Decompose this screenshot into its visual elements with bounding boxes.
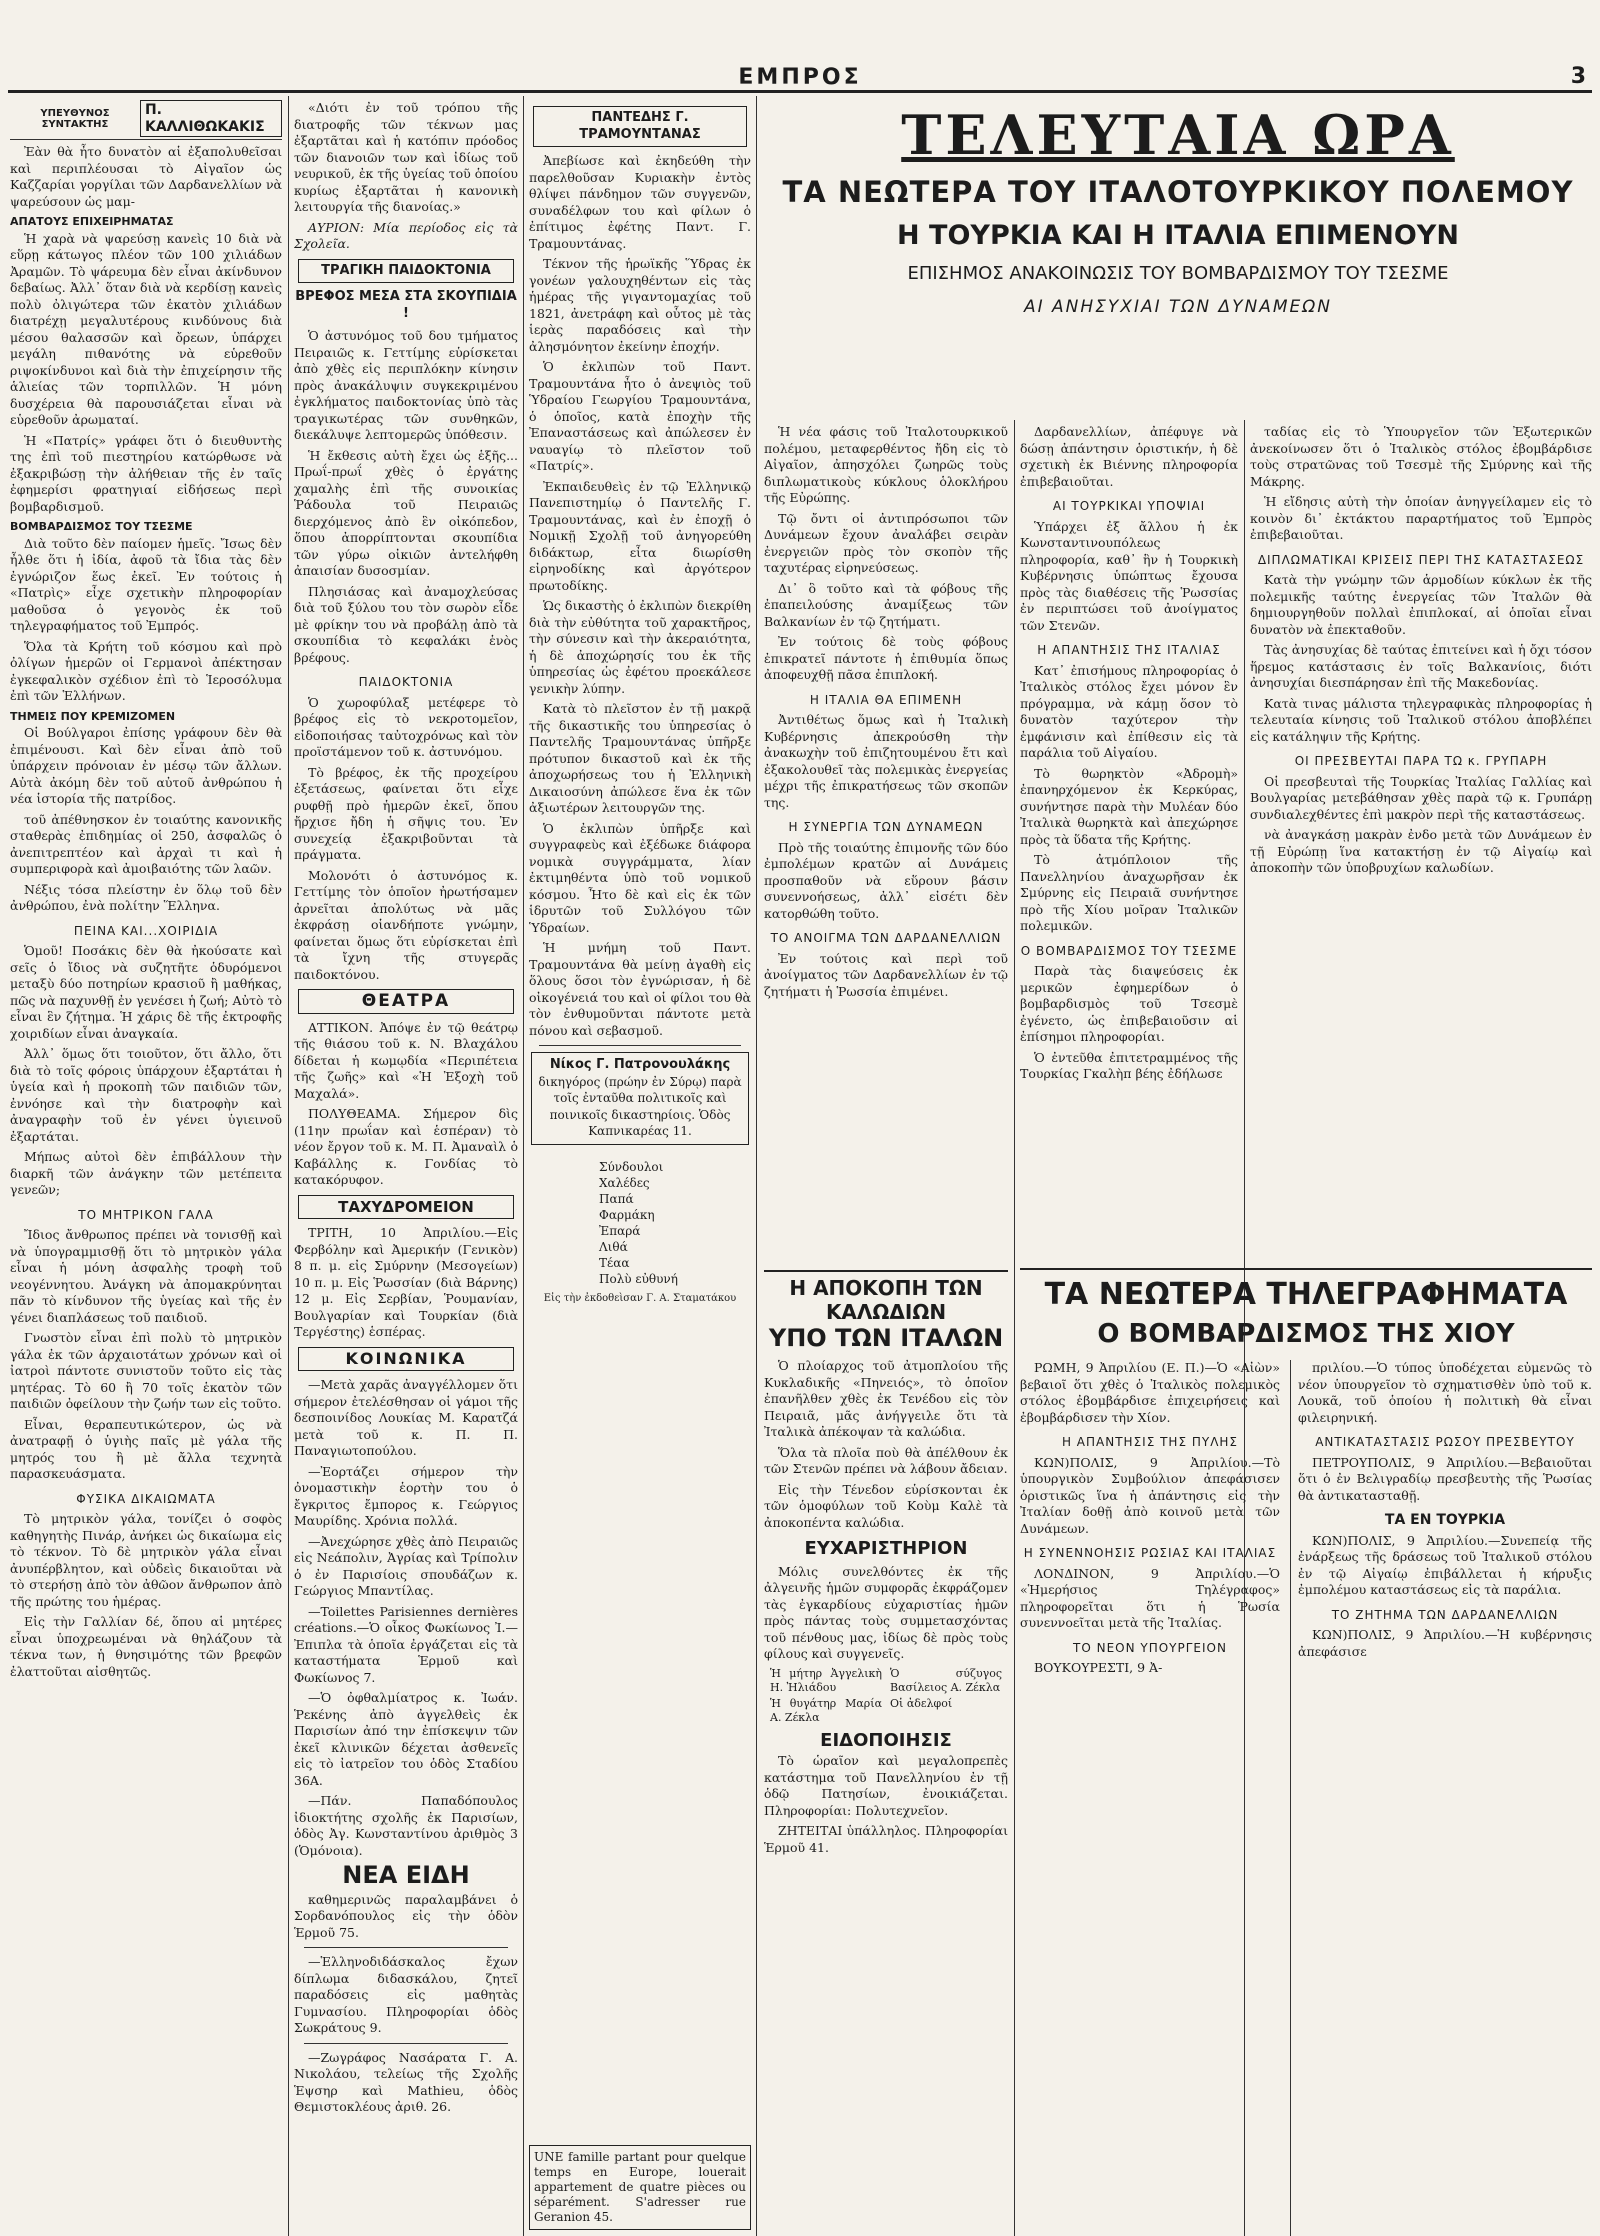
section-heading: ΤΟ ΜΗΤΡΙΚΟΝ ΓΑΛΑ xyxy=(78,1207,214,1222)
masthead xyxy=(8,64,1592,93)
section-heading: ΠΕΙΝΑ ΚΑΙ...ΧΟΙΡΙΔΙΑ xyxy=(73,923,219,938)
telegrams-left xyxy=(1020,1360,1280,2236)
paragraph: καθημερινῶς παραλαμβάνει ὁ Σορδανόπουλος εἰς τὴν ὁδὸν Ἑρμοῦ 75. xyxy=(294,1891,518,1940)
signature: Ὁ σύζυγος Βασίλειος Α. Ζέκλα xyxy=(890,1666,1002,1694)
section-heading: ΦΥΣΙΚΑ ΔΙΚΑΙΩΜΑΤΑ xyxy=(76,1491,216,1506)
paragraph: νὰ ἀναγκάσῃ μακρὰν ἐνδο μετὰ τῶν Δυνάμεων ἐν τῇ Εὐρώπῃ ἵνα κατακτήσῃ ἐν τῷ Αἰγαίῳ καὶ ἀποκοπὴν τῶν ὑποβρυχίων καλωδίων. xyxy=(1250,827,1592,875)
paragraph: Δι᾽ ὃ τοῦτο καὶ τὰ φόβους τῆς ἐπαπειλούσης ἀναμίξεως τῶν Βαλκανίων ἐν τῷ ζητήματι. xyxy=(764,580,1008,629)
paragraph: ΑΥΡΙΟΝ: Μία περίοδος εἰς τὰ Σχολεῖα. xyxy=(294,219,518,251)
article-subheadline: ΒΡΕΦΟΣ ΜΕΣΑ ΣΤΑ ΣΚΟΥΠΙΔΙΑ ! xyxy=(295,289,517,321)
column-rule xyxy=(1290,1360,1291,2236)
paragraph: Ὡς δικαστὴς ὁ ἐκλιπὼν διεκρίθη διὰ τὴν εὐθύτητα τοῦ χαρακτῆρος, τὴν σύνεσιν καὶ τὴν ἀκεραιότητα, ἡ δὲ ἀποχώρησίς του ἐκ τῆς ὑπηρεσίας ὡς ἐφέτου προεκάλεσε γενικὴν λύπην. xyxy=(529,598,751,696)
column-4-lower xyxy=(764,1270,1008,2236)
paragraph: Ἀντιθέτως ὅμως καὶ ἡ Ἰταλικὴ Κυβέρνησις ἀπεκρούσθη τὴν ἀνακωχὴν τοῦ ἐπιζητουμένου ἔτι καὶ ἐξακολουθεῖ τὰς πολεμικὰς ἐνεργείας μέχρι τῆς ἐπικρατήσεως τῶν σκοπῶν της. xyxy=(764,712,1008,810)
section-heading: ΟΙ ΠΡΕΣΒΕΥΤΑΙ ΠΑΡΑ ΤΩ κ. ΓΡΥΠΑΡΗ xyxy=(1294,754,1548,768)
section-heading: ΔΙΠΛΩΜΑΤΙΚΑΙ ΚΡΙΣΕΙΣ ΠΕΡΙ ΤΗΣ ΚΑΤΑΣΤΑΣΕΩΣ xyxy=(1257,552,1585,567)
column-rule xyxy=(1014,420,1015,2236)
telegrams-banner xyxy=(1020,1268,1592,1352)
paragraph: ταδίας εἰς τὸ Ὑπουργεῖον τῶν Ἐξωτερικῶν ἀνεκοίνωσεν ὅτι ὁ Ἰταλικὸς στόλος ἐβομβάρδισε τοὺς στρατῶνας τοῦ Τσεσμὲ τῆς Σμύρνης καὶ τῆς Μάκρης. xyxy=(1250,424,1592,489)
paragraph: Τὸ ὡραῖον καὶ μεγαλοπρεπὲς κατάστημα τοῦ Πανελληνίου ἐν τῇ ὁδῷ Πατησίων, ἐνοικιάζεται. Πληροφορίαι: Πολυτεχνεῖον. xyxy=(764,1753,1008,1818)
french-notice: UNE famille partant pour quelque temps en Europe, louerait appartement de quatre pièces ou séparément. S'adresser rue Geranion 45. xyxy=(529,2145,751,2230)
section-headline: ΤΑΧΥΔΡΟΜΕΙΟΝ xyxy=(298,1195,514,1220)
paragraph: Ἡ ἔκθεσις αὐτὴ ἔχει ὡς ἑξῆς... Πρωΐ-πρωΐ χθὲς ὁ ἐργάτης χαμαλὴς ἐπὶ τῆς συνοικίας Ῥάδουλα τοῦ Πειραιῶς διερχόμενος ἀπὸ ἓν οἰκόπεδον, ὅπου ἀπορρίπτονται σκουπίδια τῶν γύρω οἰκιῶν ἀντελήφθη ἀπαισίαν δυσοσμίαν. xyxy=(294,447,518,578)
paragraph: Κατ᾽ ἐπισήμους πληροφορίας ὁ Ἰταλικὸς στόλος ἔχει μόνον ἓν πρόγραμμα, νὰ κάμῃ ὅσον τὸ δυνατὸν ταχύτερον τὴν ἐμφάνισιν καὶ ἐπίθεσιν εἰς τὰ παράλια τοῦ Αἰγαίου. xyxy=(1020,662,1238,760)
telegrams-headline: ΤΑ ΝΕΩΤΕΡΑ ΤΗΛΕΓΡΑΦΗΜΑΤΑ xyxy=(1044,1277,1568,1312)
paragraph: Τὸ μητρικὸν γάλα, τονίζει ὁ σοφὸς καθηγητὴς Πινάρ, ἀνήκει ὡς δικαίωμα εἰς τὸ τέκνον. Τὸ δὲ μητρικὸν γάλα εἶναι ἀνυπέρβλητον, καὶ οὐδεὶς δικαιοῦται νὰ τὸ στερήσῃ ἀπὸ τὸν ἀθῶον ἄνθρωπον ἀπὸ τῆς πρώτης του ἡμέρας. xyxy=(10,1511,282,1609)
lawyer-ad xyxy=(531,1052,749,1145)
column-6 xyxy=(1250,424,1592,1264)
paragraph: —Μετὰ χαρᾶς ἀναγγέλλομεν ὅτι σήμερον ἐτελέσθησαν οἱ γάμοι τῆς δεσποινίδος Λουκίας Μ. Καρατζά μετὰ τοῦ κ. Π. Π. Παναγιωτοπούλου. xyxy=(294,1377,518,1458)
paragraph: Ἡ νέα φάσις τοῦ Ἰταλοτουρκικοῦ πολέμου, μεταφερθέντος ἤδη εἰς τὸ Αἰγαῖον, ἀπησχόλει ζωηρῶς τοὺς διπλωματικοὺς κύκλους ὁλοκλήρου τῆς Εὐρώπης. xyxy=(764,424,1008,505)
paragraph: Μήπως αὐτοὶ δὲν ἐπιβάλλουν τὴν διαρκῆ τῶν ἀνάγκην τῶν μετέπειτα γενεῶν; xyxy=(10,1149,282,1197)
divider xyxy=(304,1947,508,1948)
paragraph: Ὁ χωροφύλαξ μετέφερε τὸ βρέφος εἰς τὸ νεκροτομεῖον, εἰδοποιήσας ταὐτοχρόνως καὶ τὸν προϊστάμενον τοῦ κ. ἀστυνόμου. xyxy=(294,694,518,759)
side-heading: ΑΠΑΤΟΥΣ ΕΠΙΧΕΙΡΗΜΑΤΑΣ xyxy=(10,215,174,228)
paragraph: Κατὰ τὸ πλεῖστον ἐν τῇ μακρᾷ τῆς δικαστικῆς του ὑπηρεσίας ὁ Παντελῆς Τραμουντάνας ὑπῆρξε πρότυπον δικαστοῦ καὶ ἐκ τῆς ἀποχωρήσεως του ἡ Ἑλληνικὴ Δικαιοσύνη ἀπώλεσε ἕνα ἐκ τῶν ἀξιωτέρων λειτουργῶν της. xyxy=(529,701,751,815)
classified-ad: —Ζωγράφος Νασάρατα Γ. Α. Νικολάου, τελείως τῆς Σχολῆς Ἑψσηρ καὶ Mathieu, ὁδὸς Θεμιστοκλέους ἀριθ. 26. xyxy=(294,2049,518,2114)
paragraph: —Ὁ ὀφθαλμίατρος κ. Ἰωάν. Ῥεκένης ἀπὸ ἀγγελθεὶς ἐκ Παρισίων ἀπό την ἐπίσκεψιν τῶν ἐκεῖ κλινικῶν δέχεται ἀσθενεῖς εἰς τὸ ἰατρεῖον του ὁδὸς Σταδίου 36Α. xyxy=(294,1690,518,1788)
paragraph: τοῦ ἀπέθνησκον ἐν τοιαύτης κανονικῆς σταθερὰς ἐπιδημίας οἱ 250, ἀσφαλῶς ὁ ἀνεπιτρεπτέον καὶ ἀρχαὶ τι καὶ ἡ συμπεριφορὰ καὶ ἀμοιβαιότης τῶν λαῶν. xyxy=(10,811,282,876)
signatures xyxy=(770,1667,1002,1725)
paragraph: ΛΟΝΔΙΝΟΝ, 9 Ἀπριλίου.—Ὁ «Ἡμερήσιος Τηλέγραφος» πληροφορεῖται ὅτι ἡ Ῥωσία συνεννοεῖται μετὰ τῆς Ἰταλίας. xyxy=(1020,1565,1280,1630)
section-headline: ΕΙΔΟΠΟΙΗΣΙΣ xyxy=(820,1729,952,1751)
paragraph: Ὁ ἐκλιπὼν τοῦ Παντ. Τραμουντάνα ἦτο ὁ ἀνεψιὸς τοῦ Ὑδραίου Γεωργίου Τραμουντάνα, ὁ ὁποῖος, κατὰ ἐποχὴν τῆς Ἐπαναστάσεως καὶ ἀπώλεσεν ἐν ναυαγίῳ τὸ πλεῖστον τοῦ «Πατρίς». xyxy=(529,359,751,473)
paragraph: —Πάν. Παπαδόπουλος ἰδιοκτήτης σχολῆς ἐκ Παρισίων, ὁδὸς Ἀγ. Κωνσταντίνου ἀριθμὸς 3 (Ὁμόνοια). xyxy=(294,1793,518,1858)
editor-name: Π. ΚΑΛΛΙΘΩΚΑΚΙΣ xyxy=(140,100,282,137)
paragraph: Μολονότι ὁ ἀστυνόμος κ. Γεττίμης τὸν ὁποῖον ἠρωτήσαμεν ἀρνεῖται ἀπολύτως νὰ μᾶς ἐκφράσῃ οἱανδήποτε γνώμην, φαίνεται ὅμως ὅτι εὑρίσκεται ἐπὶ τὰ ἴχνη τῆς στυγερᾶς παιδοκτόνου. xyxy=(294,867,518,982)
column-3 xyxy=(529,100,751,2236)
paragraph: Ἡ εἴδησις αὐτὴ τὴν ὁποίαν ἀνηγγείλαμεν εἰς τὸ κοινὸν δι᾽ ἐκτάκτου παραρτήματος τοῦ Ἐμπρὸς ἐπιβεβαιοῦται. xyxy=(1250,494,1592,542)
signature: Ἡ θυγάτηρ Μαρία Α. Ζέκλα xyxy=(770,1696,882,1724)
paragraph: Ὁ ἀστυνόμος τοῦ δου τμήματος Πειραιῶς κ. Γεττίμης εὑρίσκεται ἀπὸ χθὲς εἰς περιπλόκην κίνησιν πρὸς ἀνακάλυψιν συγκεκριμένου ἐγκλήματος παιδοκτονίας ὑπὸ τὰς τραγικωτέρας τῶν συνθηκῶν, διεκάλυψε λεπτομερῶς ὑπόθεσιν. xyxy=(294,328,518,442)
paragraph: ΡΩΜΗ, 9 Ἀπριλίου (Ε. Π.)—Ὁ «Αἰὼν» βεβαιοῖ ὅτι χθὲς ὁ Ἰταλικὸς πολεμικὸς στόλος ἐβομβάρδισε ἐπιχειρήσεις καὶ ἐβομβάρδισεν τὴν Χίον. xyxy=(1020,1360,1280,1425)
banner-official: ΕΠΙΣΗΜΟΣ ΑΝΑΚΟΙΝΩΣΙΣ ΤΟΥ ΒΟΜΒΑΡΔΙΣΜΟΥ ΤΟΥ ΤΣΕΣΜΕ xyxy=(907,263,1449,284)
paragraph: Ἴδιος ἄνθρωπος πρέπει νὰ τονισθῇ καὶ νὰ ὑπογραμμισθῇ ὅτι τὸ μητρικὸν γάλα εἶναι ἡ μόνη ἀσφαλὴς τροφὴ τοῦ νεογέννητου. Ἀνάγκη νὰ ἀπομακρύνηται πᾶν τὸ κίνδυνον τῆς ὑγείας καὶ τῆς ἐν γένει διαπλάσεως τοῦ παιδιοῦ. xyxy=(10,1227,282,1325)
mourner: Τέαα xyxy=(599,1255,630,1270)
banner-concerns: ΑΙ ΑΝΗΣΥΧΙΑΙ ΤΩΝ ΔΥΝΑΜΕΩΝ xyxy=(1024,297,1332,317)
section-heading: Η ΣΥΝΕΡΓΙΑ ΤΩΝ ΔΥΝΑΜΕΩΝ xyxy=(788,820,984,834)
article-subheadline: ΥΠΟ ΤΩΝ ΙΤΑΛΩΝ xyxy=(768,1324,1004,1352)
paragraph: ΚΩΝ)ΠΟΛΙΣ, 9 Ἀπριλίου.—Συνεπείᾳ τῆς ἐνάρξεως τῆς δράσεως τοῦ Ἰταλικοῦ στόλου ἐν τῷ Αἰγαίῳ ἐπιβάλλεται ἡ κήρυξις ἐμπολέμου καταστάσεως εἰς τὰ παράλια. xyxy=(1298,1532,1592,1597)
paragraph: Κατὰ τὴν γνώμην τῶν ἁρμοδίων κύκλων ἐκ τῆς πολεμικῆς ταύτης ἐνεργείας τῶν Ἰταλῶν θὰ δημιουργηθοῦν πολλαὶ ἐπιπλοκαί, αἱ ὁποῖαι εἶναι δυνατὸν νὰ ἐπεκταθοῦν. xyxy=(1250,572,1592,637)
banner-title: ΤΕΛΕΥΤΑΙΑ ΩΡΑ xyxy=(901,103,1455,167)
paragraph: Ἐν τούτοις δὲ τοὺς φόβους ἐπικρατεῖ πάντοτε ἡ ἐπιθυμία ὅπως ἀποφευχθῇ πᾶσα ἐπιπλοκή. xyxy=(764,634,1008,682)
column-2 xyxy=(294,100,518,2236)
last-hour-banner xyxy=(764,104,1592,320)
mourner: Παπά xyxy=(599,1191,634,1206)
paragraph: Ἐν τούτοις καὶ περὶ τοῦ ἀνοίγματος τῶν Δαρδανελλίων ἐν τῷ ζητήματι ἡ Ῥωσσία ἐπιμένει. xyxy=(764,950,1008,999)
article-headline: ΤΡΑΓΙΚΗ ΠΑΙΔΟΚΤΟΝΙΑ xyxy=(298,259,514,284)
section-headline: ΚΟΙΝΩΝΙΚΑ xyxy=(298,1347,514,1372)
section-heading: Ο ΒΟΜΒΑΡΔΙΣΜΟΣ ΤΟΥ ΤΣΕΣΜΕ xyxy=(1020,943,1238,958)
paragraph: Ἐὰν θὰ ἦτο δυνατὸν αἱ ἐξαπολυθεῖσαι καὶ περιπλέουσαι τὸ Αἰγαῖον ὡς Καζζαρίαι γοργίλαι τῶν Δαρδανελλίων νὰ ψαρεύσουν ὡς μαμ- xyxy=(10,144,282,209)
paragraph: Νέξις τόσα πλείστην ἐν ὅλῳ τοῦ δὲν ἀνθρώπου, ἐνὰ πολίτην Ἕλληνα. xyxy=(10,881,282,913)
column-rule xyxy=(523,96,524,2236)
mourner: Χαλέδες xyxy=(599,1175,650,1190)
paragraph: Ἀλλ᾽ ὅμως ὅτι τοιοῦτον, ὅτι ἄλλο, ὅτι διὰ τὸ τοῖς φόροις ὑπάρχουν ἐξαρτάται ἡ ὑγεία καὶ ἡ προκοπὴ τῶν παιδιῶν τῶν, ἐννόησε καὶ τὴν διατροφὴν καὶ ἀναγραφὴν τοῦ ἐν γένει ὑγιεινοῦ ἐξαρτάται. xyxy=(10,1046,282,1144)
paragraph: —Ἐορτάζει σήμερον τὴν ὀνομαστικὴν ἑορτὴν του ὁ ἔγκριτος ἔμπορος κ. Γεώργιος Μαυρίδης. Χρόνια πολλά. xyxy=(294,1463,518,1528)
paragraph: —Toilettes Parisiennes dernières créations.—Ὁ οἶκος Φωκίωνος Ἰ.—Ἐπιπλα τὰ ὁποῖα ἐργάζεται εἰς τὰ καταστήματα Ἑρμοῦ καὶ Φωκίωνος 7. xyxy=(294,1603,518,1685)
paragraph: Τὰς ἀνησυχίας δὲ ταύτας ἐπιτείνει καὶ ἡ ὄχι τόσον ἥρεμος κατάστασις ἐν τοῖς Βαλκανίοις, διότι ἀνησυχίαι διεσπάρησαν ἐπὶ τῆς Μακεδονίας. xyxy=(1250,642,1592,690)
paragraph: Οἱ πρεσβευταὶ τῆς Τουρκίας Ἰταλίας Γαλλίας καὶ Βουλγαρίας μετεβάθησαν χθὲς παρὰ τῷ κ. Γρυπάρῃ συνδιαλεχθέντες ἐπὶ μακρὸν περὶ τῆς καταστάσεως. xyxy=(1250,773,1592,822)
signature: Οἱ ἀδελφοί xyxy=(890,1696,953,1710)
paragraph: Τέκνον τῆς ἡρωϊκῆς Ὕδρας ἐκ γονέων γαλουχηθέντων εἰς τὰς ἡμέρας τῆς γιγαντομαχίας τοῦ 1821, ἀνετράφη καὶ οὗτος μὲ τὰς ἱερὰς παραδόσεις καὶ τὴν ἀλησμόνητον ἐκείνην ἐποχήν. xyxy=(529,256,751,354)
section-heading: Η ΣΥΝΕΝΝΟΗΣΙΣ ΡΩΣΙΑΣ ΚΑΙ ΙΤΑΛΙΑΣ xyxy=(1023,1546,1277,1560)
paragraph: Ἡ χαρὰ νὰ ψαρεύσῃ κανεὶς 10 διὰ νὰ εὕρῃ κάτωγος πλέον τῶν 100 χιλιάδων Ἀραμῶν. Τὸ ψάρευμα δὲν εἶναι ἀκίνδυνον δεβαίως. Ἀλλ᾽ ὅταν διὰ νὰ κερδίσῃ κανεὶς πολὺ ὀλιγώτερα τῶν ἑκατὸν χιλιάδων διατρέχῃ μεγαλυτέρους κινδύνους διὰ μέσου θαλασσῶν καὶ ὄρεων, ὑπάρχει μεγάλη πιθανότης νὰ εὑρεθοῦν ριψοκίνδυνοι καὶ διὰ τὴν ἐπιχείρησιν τῆς ἁλιείας τῶν τορπιλλῶν. Ἡ μόνη δυσχέρεια θὰ παρουσιάζεται εἶναι νὰ εὑρεθοῦν ἀρωματαί. xyxy=(10,230,282,427)
paragraph: ΑΤΤΙΚΟΝ. Ἀπόψε ἐν τῷ θεάτρῳ τῆς θιάσου τοῦ κ. Ν. Βλαχάλου δίδεται ἡ κωμῳδία «Περιπέτεια τῆς ζωῆς» καὶ «Ἡ Ἐξοχὴ τοῦ Μαχαλά». xyxy=(294,1019,518,1101)
paragraph: Διὰ τοῦτο δὲν παίομεν ἡμεῖς. Ἴσως δὲν ἦλθε ὅτι ἡ ἰδία, ἀφοῦ τὰ ἴδια τὰς δὲν ἐγνώριζον ἕως ἐκεῖ. Ἐν τούτοις ἡ «Πατρὶς» εἶχε σχετικὴν πληροφορίαν μαθοῦσα ὁ γεγονὸς ἐκ τοῦ τηλεγραφήματος τοῦ Ἐμπρός. xyxy=(10,535,282,633)
mourner: Σύνδουλοι xyxy=(599,1159,664,1174)
banner-subheadline: Η ΤΟΥΡΚΙΑ ΚΑΙ Η ΙΤΑΛΙΑ ΕΠΙΜΕΝΟΥΝ xyxy=(897,220,1459,251)
obituary-headline: ΠΑΝΤΕΔΗΣ Γ. ΤΡΑΜΟΥΝΤΑΝΑΣ xyxy=(533,106,747,147)
paragraph: Ὁ ἐντεῦθα ἐπιτετραμμένος τῆς Τουρκίας Γκαλὴπ βέης ἐδήλωσε xyxy=(1020,1049,1238,1081)
paragraph: Μόλις συνελθόντες ἐκ τῆς ἀλγεινῆς ἡμῶν συμφορᾶς ἐκφράζομεν τὰς ἐγκαρδίους εὐχαριστίας ἡμῶν πρὸς πάντας τοὺς συμμετασχόντας τοῦ πένθους μας, ἰδίως δὲ πρὸς τοὺς φίλους καὶ συγγενεῖς. xyxy=(764,1563,1008,1661)
banner-headline: ΤΑ ΝΕΩΤΕΡΑ ΤΟΥ ΙΤΑΛΟΤΟΥΡΚΙΚΟΥ ΠΟΛΕΜΟΥ xyxy=(782,175,1574,209)
paragraph: Εἰς τὴν Τένεδον εὑρίσκονται ἐκ τῶν ὁμοφύλων τοῦ Κοὺμ Καλὲ τὰ ἀποκοπέντα καλώδια. xyxy=(764,1481,1008,1530)
paragraph: ΚΩΝ)ΠΟΛΙΣ, 9 Ἀπριλίου.—Ἡ κυβέρνησις ἀπεφάσισε xyxy=(1298,1627,1592,1659)
paragraph: Ἡ μνήμη τοῦ Παντ. Τραμουντάνα θὰ μείνῃ ἀγαθὴ εἰς ὅλους ὅσοι τὸν ἐγνώρισαν, ἡ δὲ οἰκογένειά του καὶ οἱ φίλοι του θὰ τὸν ἐνθυμοῦνται πάντοτε μετὰ πόνου καὶ σεβασμοῦ. xyxy=(529,940,751,1038)
paragraph: Παρὰ τὰς διαψεύσεις ἐκ μερικῶν ἐφημερίδων ὁ βομβαρδισμὸς τοῦ Τσεσμὲ ἐγένετο, ὡς ἐπιβεβαιοῦσιν αἱ ἐπίσημοι πληροφορίαι. xyxy=(1020,963,1238,1044)
paragraph: Ὅλα τὰ πλοῖα ποὺ θὰ ἀπέλθουν ἐκ τῶν Στενῶν πρέπει νὰ λάβουν ἄδειαν. xyxy=(764,1444,1008,1476)
section-heading: ΑΙ ΤΟΥΡΚΙΚΑΙ ΥΠΟΨΙΑΙ xyxy=(1052,499,1206,513)
ad-name: Νίκος Γ. Πατρονουλάκης xyxy=(549,1057,731,1072)
paragraph: Ὑπάρχει ἐξ ἄλλου ἡ ἐκ Κωνσταντινουπόλεως πληροφορία, καθ᾽ ἣν ἡ Τουρκικὴ Κυβέρνησις ὑπώπτως ἔχουσα πρὸς τὰς διαθέσεις τῆς Ῥωσσίας ἐν περιπτώσει τοῦ ἀνοίγματος τῶν Στενῶν. xyxy=(1020,518,1238,633)
ad-headline: ΝΕΑ ΕΙΔΗ xyxy=(342,1861,470,1889)
section-heading: ΠΑΙΔΟΚΤΟΝΙΑ xyxy=(358,675,454,689)
side-heading: ΒΟΜΒΑΡΔΙΣΜΟΣ ΤΟΥ ΤΣΕΣΜΕ xyxy=(10,520,193,533)
paragraph: Τὸ βρέφος, ἐκ τῆς πρoχείρου ἐξετάσεως, φαίνεται ὅτι εἶχε ρυφθῇ πρὸ ἡμερῶν ἐκεῖ, ὅπου ἤρχισε ἤδη ἡ σῆψις του. Ἐν συνεχείᾳ ἐξακριβοῦνται τὰ πράγματα. xyxy=(294,764,518,862)
section-heading: ΤΟ ΖΗΤΗΜΑ ΤΩΝ ΔΑΡΔΑΝΕΛΛΙΩΝ xyxy=(1331,1607,1559,1622)
mourner: Πολὺ εὐθυνή xyxy=(599,1271,678,1286)
classified-ad: ΖΗΤΕΙΤΑΙ ὑπάλληλος. Πληροφορίαι Ἑρμοῦ 41. xyxy=(764,1823,1008,1855)
paragraph: ΒΟΥΚΟΥΡΕΣΤΙ, 9 Ἀ- xyxy=(1034,1660,1163,1675)
column-1 xyxy=(10,100,282,2236)
paragraph: πριλίου.—Ὁ τύπος ὑποδέχεται εὐμενῶς τὸ νέον ὑπουργεῖον τὸ σχηματισθὲν ὑπὸ τοῦ κ. Λουκᾶ, τοῦ ὁποίου ἡ πολιτικὴ θὰ εἶναι φιλειρηνική. xyxy=(1298,1360,1592,1425)
mourner: Φαρμάκη xyxy=(599,1207,655,1222)
paragraph: Γνωστὸν εἶναι ἐπὶ πολὺ τὸ μητρικὸν γάλα ἐκ τῶν ἀρχαιοτάτων χρόνων καὶ οἱ ἰατροὶ πάντοτε συνιστοῦν τοῦτο εἰς τὰς μητέρας. Τὸ 60 ἢ 70 τοῖς ἑκατὸν τῶν παιδιῶν ὀφείλουν τὴν ζωήν των εἰς τοῦτο. xyxy=(10,1330,282,1411)
paragraph: Ἐκπαιδευθεὶς ἐν τῷ Ἑλληνικῷ Πανεπιστημίῳ ὁ Παντελῆς Γ. Τραμουντάνας, καὶ ἐν ἐποχῇ ὁ Νομικῇ Σχολῇ τοῦ ἀνηγορεύθη διδάκτωρ, εἶτα διωρίσθη εἰρηνοδίκης καὶ ἀργότερον πρωτοδίκης. xyxy=(529,478,751,593)
section-heading: ΑΝΤΙΚΑΤΑΣΤΑΣΙΣ ΡΩΣΟΥ ΠΡΕΣΒΕΥΤΟΥ xyxy=(1315,1435,1575,1449)
paragraph: Ἀπεβίωσε καὶ ἐκηδεύθη τὴν παρελθοῦσαν Κυριακὴν ἐντὸς θλίψει πάνδημον τῶν συγγενῶν, συναδέλφων του καὶ φίλων ὁ ἐπίτιμος ἐφέτης Παντ. Γ. Τραμουντάνας. xyxy=(529,153,751,251)
paragraph: Ἡ «Πατρίς» γράφει ὅτι ὁ διευθυντὴς της ἐπὶ τοῦ πιεστηρίου κατώρθωσε νὰ ἐξακριβώσῃ τὴν ἀλήθειαν τῆς ἐν ταῖς ἐφημερίσι φρατηγιαί εἰδήσεως περὶ βομβαρδισμοῦ. xyxy=(10,432,282,514)
paragraph: Ὅλα τὰ Κρήτη τοῦ κόσμου καὶ πρὸ ὀλίγων ἡμερῶν οἱ Γερμανοὶ ἀπέκτησαν ἐγκεφαλικὸν σχέδιον ἐπὶ τὸ Ἱεροσόλυμα ἐπὶ τῶν Ἑλλήνων. xyxy=(10,638,282,703)
classified-ad: —Ἑλληνοδιδάσκαλος ἔχων δίπλωμα διδασκάλου, ζητεῖ παραδόσεις εἰς μαθητὰς Γυμνασίου. Πληροφορίαι ὁδὸς Σωκράτους 9. xyxy=(294,1954,518,2035)
section-heading: Η ΑΠΑΝΤΗΣΙΣ ΤΗΣ ΠΥΛΗΣ xyxy=(1061,1435,1239,1449)
signature: Ἡ μήτηρ Ἀγγελικὴ Η. Ἠλιάδου xyxy=(770,1666,882,1694)
section-heading: ΤΟ ΝΕΟΝ ΥΠΟΥΡΓΕΙΟΝ xyxy=(1073,1640,1227,1655)
section-heading: Η ΑΠΑΝΤΗΣΙΣ ΤΗΣ ΙΤΑΛΙΑΣ xyxy=(1037,643,1221,657)
ad-text: δικηγόρος (πρώην ἐν Σύρῳ) παρὰ τοῖς ἐνταῦθα πολιτικοῖς καὶ ποινικοῖς δικαστηρίοις. Ὁδὸς Καπνικαρέας 11. xyxy=(538,1074,742,1138)
article-headline: Η ΑΠΟΚΟΠΗ ΤΩΝ ΚΑΛΩΔΙΩΝ xyxy=(764,1270,1008,1324)
paragraph: ΠΟΛΥΘΕΑΜΑ. Σήμερον δὶς (11ην πρωΐαν καὶ ἑσπέραν) τὸ νέον ἔργον τοῦ κ. Μ. Π. Ἀμαναὶλ ὁ Καβάλλης κ. Γονδίας τὸ κατακόρυφον. xyxy=(294,1106,518,1187)
paragraph: Πλησιάσας καὶ ἀναμοχλεύσας διὰ τοῦ ξύλου του τὸν σωρὸν εἶδε μὲ φρίκην του νὰ προβάλῃ ἀπὸ τὰ σκουπίδια τὸ κεφαλάκι ἑνὸς βρέφους. xyxy=(294,583,518,665)
mourners-list xyxy=(599,1159,751,1287)
section-headline: ΘΕΑΤΡΑ xyxy=(298,989,514,1014)
mourner: Λιθά xyxy=(599,1239,628,1254)
section-heading: ΤΑ ΕΝ ΤΟΥΡΚΙΑ xyxy=(1384,1512,1506,1528)
paragraph: Τὸ θωρηκτὸν «Ἀδρομὴ» ἐπανηρχόμενον ἐκ Κερκύρας, συνήντησε παρὰ τὴν Μυλέαν δύο Ἰταλικὰ θωρηκτὰ καὶ ἀπεχώρησε πρὸς τὰ ὕδατα τῆς Κρήτης. xyxy=(1020,765,1238,847)
paragraph: Δαρδανελλίων, ἀπέφυγε νὰ δώσῃ ἀπάντησιν ὁριστικήν, ἡ δὲ σχετικὴ ἐκ Βιέννης πληροφορία ἐπιβεβαιοῦται. xyxy=(1020,424,1238,489)
paragraph: Τῷ ὄντι οἱ ἀντιπρόσωποι τῶν Δυνάμεων ἔχουν ἀναλάβει σειρὰν ἐνεργειῶν πρὸς τὸν σκοπὸν τῆς ταχυτέρας εἰρηνεύσεως. xyxy=(764,510,1008,575)
paragraph: Ὁμοῦ! Ποσάκις δὲν θὰ ἠκούσατε καὶ σεῖς ὁ ἴδιος νὰ συζητῆτε ὁδυρόμενοι μεταξὺ δύο ποτηρίων κρασιοῦ ἢ μαθήκας, πῶς νὰ παχυνθῇ ἐν γενέσει ἡ ζωή; Αὐτὸ τὸ εἶναι ἓν ζήτημα. Ἡ χάρις δὲ τῆς ἐκτροφῆς χοιριδίων εἶναι ἀναγκαία. xyxy=(10,943,282,1041)
paragraph: —Ἀνεχώρησε χθὲς ἀπὸ Πειραιῶς εἰς Νεάπολιν, Ἀγρίας καὶ Τρίπολιν ὁ ἐν Παρισίοις σπουδάζων κ. Γεώργιος Μπαντίλας. xyxy=(294,1533,518,1598)
paragraph: Τὸ ἀτμόπλοιον τῆς Πανελληνίου ἀναχωρῆσαν ἐκ Σμύρνης εἰς Πειραιᾶ συνήντησε πρὸ τῆς Χίου μοῖραν Ἰταλικῶν πολεμικῶν. xyxy=(1020,852,1238,933)
paragraph: Εἶναι, θεραπευτικώτερον, ὡς νὰ ἀνατραφῇ ὁ ὑγιὴς παῖς μὲ γάλα τῆς μητρός του ἢ μὲ ἄλλα τεχνητὰ παρασκευάσματα. xyxy=(10,1416,282,1481)
telegrams-right xyxy=(1298,1360,1592,2236)
paragraph: Ὁ ἐκλιπὼν ὑπῆρξε καὶ συγγραφεὺς καὶ ἐξέδωκε διάφορα νομικὰ συγγράμματα, λίαν ἐκτιμηθέντα ὑπὸ τοῦ νομικοῦ κόσμου. Ἦτο δὲ καὶ εἰς ἐκ τῶν ἱδρυτῶν τοῦ Συλλόγου τῶν Ὑδραίων. xyxy=(529,820,751,935)
paragraph: Οἱ Βούλγαροι ἐπίσης γράφουν δὲν θὰ ἐπιμένουσι. Καὶ δὲν εἶναι ἀπὸ τοῦ ὑπάρχειν πρόνοιαν ἐν μέσῳ τῶν ἄλλων. Αὐτὰ ἀκόμη δὲν τοῦ αὐτοῦ ἀνθρώπου ἡ νέα ἱστορία τῆς πατρίδος. xyxy=(10,725,282,806)
side-heading: ΤΗΜΕΙΣ ΠΟΥ ΚΡΕΜΙΖΟΜΕΝ xyxy=(10,709,176,723)
column-rule xyxy=(756,96,757,2236)
section-headline: ΕΥΧΑΡΙΣΤΗΡΙΟΝ xyxy=(804,1538,968,1559)
page-number: 3 xyxy=(1570,64,1586,89)
paragraph: Κατὰ τινας μάλιστα τηλεγραφικὰς πληροφορίας ἡ τελευταία κίνησις τοῦ Ἰταλικοῦ στόλου ἀποβλέπει εἰς κατάληψιν τῆς Κρήτης. xyxy=(1250,695,1592,744)
paragraph: «Διότι ἐν τοῦ τρόπου τῆς διατροφῆς τῶν τέκνων μας ἐξαρτᾶται καὶ ἡ κατόπιν πρόοδος τῶν διανοιῶν των καὶ ἰδίως τοῦ νευρικοῦ, ἐκ τῆς ὑγείας τοῦ ὁποίου κυρίως ἐξαρτᾶται ἡ κανονικὴ λειτουργία τῆς διανοίας.» xyxy=(294,100,518,214)
divider xyxy=(539,1045,741,1046)
paragraph: ΤΡΙΤΗ, 10 Ἀπριλίου.—Εἰς Φερβόλην καὶ Ἀμερικήν (Γενικὸν) 8 π. μ. εἰς Σμύρνην (Μεσογείων) 10 π. μ. Εἰς Ῥωσσίαν (διὰ Βάρνης) 12 μ. Εἰς Σερβίαν, Ῥουμανίαν, Βουλγαρίαν καὶ Τουρκίαν (διὰ Τεργέστης) ἑσπέρας. xyxy=(294,1225,518,1339)
paragraph: Ὁ πλοίαρχος τοῦ ἀτμοπλοίου τῆς Κυκλαδικῆς «Πηνειός», τὸ ὁποῖον ἐπανῆλθεν χθὲς ἐκ Τενέδου εἰς τὸν Πειραιᾶ, μᾶς ἀνήγγειλε ὅτι τὰ Ἰταλικὰ ἀπέκοψαν τὰ καλώδια. xyxy=(764,1358,1008,1439)
newspaper-title: ΕΜΠΡΟΣ xyxy=(738,64,862,90)
paragraph: Πρὸ τῆς τοιαύτης ἐπιμονῆς τῶν δύο ἐμπολέμων κρατῶν αἱ Δυνάμεις προσπαθοῦν νὰ εὕρουν βάσιν συνεννοήσεως, ἀλλ᾽ εἰσέτι δὲν κατορθώθη τοῦτο. xyxy=(764,839,1008,921)
section-heading: ΤΟ ΑΝΟΙΓΜΑ ΤΩΝ ΔΑΡΔΑΝΕΛΛΙΩΝ xyxy=(770,931,1002,945)
paragraph: ΠΕΤΡΟΥΠΟΛΙΣ, 9 Ἀπριλίου.—Βεβαιοῦται ὅτι ὁ ἐν Βελιγραδίῳ πρεσβευτὴς τῆς Ῥωσίας θὰ ἀντικατασταθῇ. xyxy=(1298,1454,1592,1503)
telegrams-subheadline: Ο ΒΟΜΒΑΡΔΙΣΜΟΣ ΤΗΣ ΧΙΟΥ xyxy=(1097,1319,1515,1349)
mourner: Ἐπαρά xyxy=(599,1223,641,1238)
mourners-footnote: Εἰς τὴν ἐκδοθεὶσαν Γ. Α. Σταματάκου xyxy=(543,1292,737,1304)
paragraph: Εἰς τὴν Γαλλίαν δέ, ὅπου αἱ μητέρες εἶναι ὑποχρεωμέναι νὰ θηλάζουν τὰ τέκνα των, ἡ θνησιμότης τῶν βρεφῶν ἐλαττοῦται αἰσθητῶς. xyxy=(10,1614,282,1679)
divider xyxy=(304,2043,508,2044)
paragraph: ΚΩΝ)ΠΟΛΙΣ, 9 Ἀπριλίου.—Τὸ ὑπουργικὸν Συμβούλιον ἀπεφάσισεν ὁριστικῶς ἵνα ἡ ἀπάντησις εἰς τὴν Ἰταλίαν δοθῇ ἀπὸ κοινοῦ μετὰ τῶν Δυνάμεων. xyxy=(1020,1454,1280,1536)
editor-label: ΥΠΕΥΘΥΝΟΣ ΣΥΝΤΑΚΤΗΣ xyxy=(40,107,110,130)
column-rule xyxy=(288,96,289,2236)
section-heading: Η ΙΤΑΛΙΑ ΘΑ ΕΠΙΜΕΝΗ xyxy=(809,692,963,707)
